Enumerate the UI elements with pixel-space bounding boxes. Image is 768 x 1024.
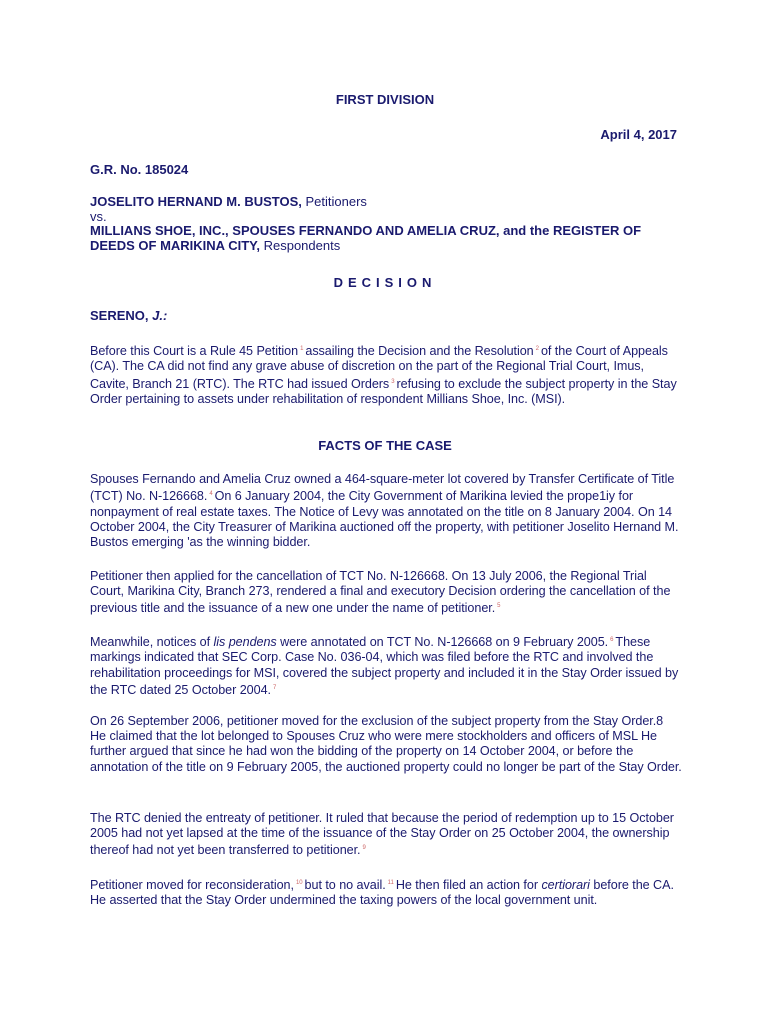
p4-italic: lis pendens bbox=[213, 635, 277, 650]
footnote-11[interactable]: 11 bbox=[387, 880, 394, 886]
p7-italic: certiorari bbox=[541, 878, 590, 893]
ponente-name: SERENO, bbox=[90, 308, 149, 323]
gr-number: G.R. No. 185024 bbox=[90, 162, 189, 177]
footnote-5[interactable]: 5 bbox=[497, 603, 501, 610]
p7-text-c: He then filed an action for bbox=[395, 878, 542, 893]
footnote-10[interactable]: 10 bbox=[295, 880, 303, 886]
paragraph-facts-3 bbox=[90, 633, 682, 698]
p3-text-a: Petitioner then applied for the cancellation of TCT No. N-126668. On 13 July 2006, the Regional Trial Court, Marikina City, Branch 273, rendered a final and executory Decision ordering the cancellation of the previous title and the issuance of a new one under the name of petitioner. bbox=[90, 569, 671, 616]
versus-line: vs. bbox=[90, 208, 107, 224]
p2-text-b: On 6 January 2004, the City Government of Marikina levied the prope1iy for nonpayment of real estate taxes. The Notice of Levy was annotated on the title on 8 January 2004. On 14 October 2004, the City Treasurer of Marikina auctioned off the property, with petitioner Joselito Hernand M. Bustos emerging 'as the winning bidder. bbox=[90, 489, 679, 549]
respondent-role: Respondents bbox=[259, 237, 341, 253]
petitioner-line bbox=[90, 195, 680, 210]
paragraph-facts-1 bbox=[90, 472, 682, 550]
p6-text-a: The RTC denied the entreaty of petitioner. It ruled that because the period of redemption up to 15 October 2005 had not yet lapsed at the time of the issuance of the Stay Order on 25 October 2004, the ownership thereof had not yet been transferred to petitioner. bbox=[90, 811, 674, 858]
footnote-9[interactable]: 9 bbox=[362, 845, 366, 852]
paragraph-facts-5 bbox=[90, 811, 682, 859]
p1-text-d: refusing to exclude the subject property in the Stay Order pertaining to assets under rehabilitation of respondent Millians Shoe, Inc. (MSI). bbox=[90, 376, 677, 406]
paragraph-facts-4 bbox=[90, 714, 682, 775]
respondent-names: MILLIANS SHOE, INC., SPOUSES FERNANDO AND AMELIA CRUZ, and the REGISTER OF DEEDS OF MARIKINA CITY, bbox=[90, 223, 642, 253]
ponente-title: J.: bbox=[148, 308, 168, 323]
decision-date: April 4, 2017 bbox=[600, 127, 677, 142]
p5-text-a: On 26 September 2006, petitioner moved for the exclusion of the subject property from the Stay Order.8 He claimed that the lot belonged to Spouses Cruz who were mere stockholders and officers of MSL He further argued that since he had won the bidding of the property on 14 October 2004, or before the annotation of the title on 9 February 2005, the auctioned property could no longer be part of the Stay Order. bbox=[90, 714, 682, 774]
p4-text-c: These markings indicated that SEC Corp. Case No. 036-04, which was filed before the RTC and involved the rehabilitation proceedings for MSI, covered the subject property and included it in the Stay Order issued by the RTC dated 25 October 2004. bbox=[90, 635, 679, 697]
decision-title: DECISION bbox=[333, 275, 437, 290]
p7-text-a: Petitioner moved for reconsideration, bbox=[90, 878, 294, 893]
paragraph-intro bbox=[90, 342, 682, 407]
footnote-2[interactable]: 2 bbox=[535, 346, 539, 352]
petitioner-role: Petitioners bbox=[301, 194, 367, 209]
p4-text-a: Meanwhile, notices of bbox=[90, 635, 214, 650]
division-heading: FIRST DIVISION bbox=[335, 92, 435, 107]
footnote-1[interactable]: 1 bbox=[300, 346, 304, 352]
p1-text-b: assailing the Decision and the Resolution bbox=[305, 344, 534, 359]
case-parties bbox=[90, 195, 680, 253]
p1-text-c: of the Court of Appeals (CA). The CA did not find any grave abuse of discretion on the part of the Regional Trial Court, Imus, Cavite, Branch 21 (RTC). The RTC had issued Orders bbox=[90, 344, 668, 391]
paragraph-facts-6 bbox=[90, 876, 682, 909]
paragraph-facts-2 bbox=[90, 569, 682, 617]
respondent-line bbox=[90, 224, 680, 253]
p7-text-b: but to no avail. bbox=[304, 878, 386, 893]
ponente bbox=[90, 308, 167, 323]
p4-text-b: were annotated on TCT No. N-126668 on 9 February 2005. bbox=[276, 635, 609, 650]
petitioner-name: JOSELITO HERNAND M. BUSTOS, bbox=[90, 194, 302, 209]
footnote-6[interactable]: 6 bbox=[610, 637, 614, 643]
p1-text-a: Before this Court is a Rule 45 Petition bbox=[90, 344, 299, 359]
p2-text-a: Spouses Fernando and Amelia Cruz owned a 464-square-meter lot covered by Transfer Certificate of Title (TCT) No. N-126668. bbox=[90, 472, 675, 504]
p7-text-d: before the CA. He asserted that the Stay Order undermined the taxing powers of the local government unit. bbox=[90, 878, 674, 908]
footnote-4[interactable]: 4 bbox=[209, 491, 213, 498]
footnote-7[interactable]: 7 bbox=[273, 684, 277, 691]
footnote-3[interactable]: 3 bbox=[391, 378, 395, 385]
facts-heading: FACTS OF THE CASE bbox=[318, 438, 452, 453]
